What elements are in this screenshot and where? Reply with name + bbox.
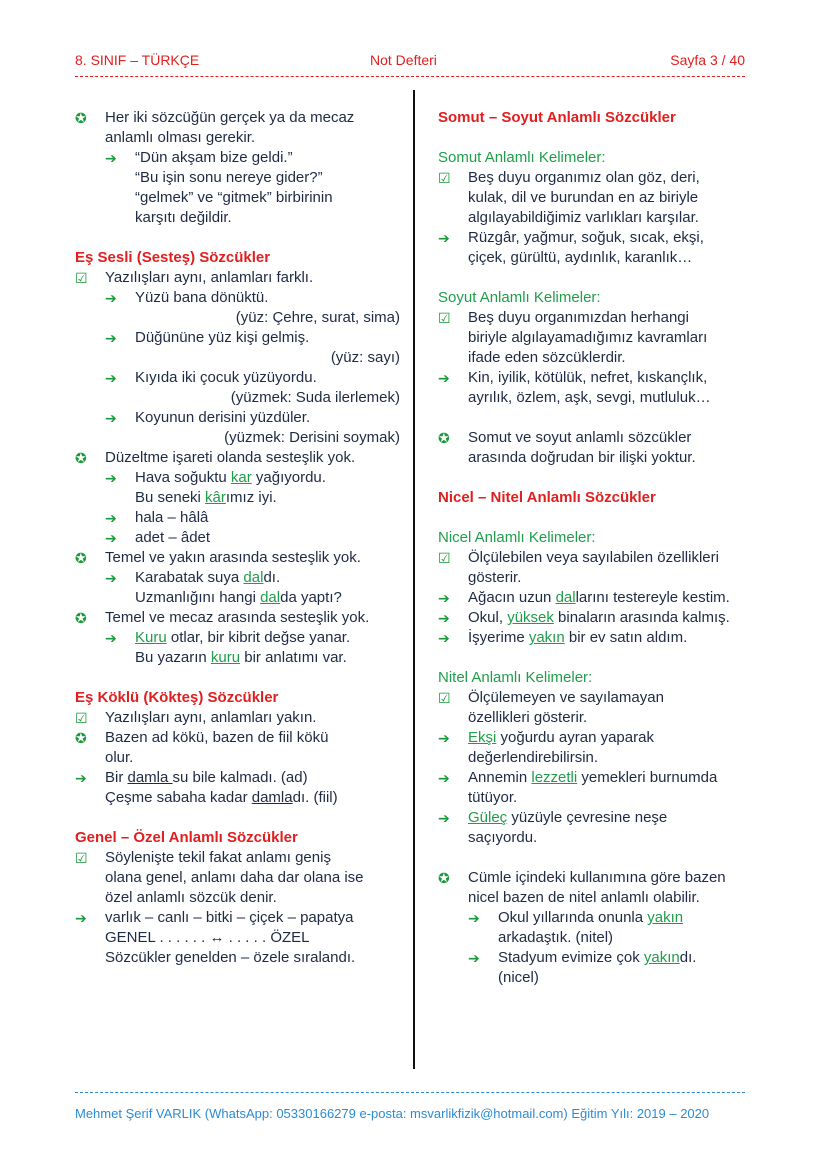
left-column (75, 108, 400, 968)
list-item: ☑ Ölçülemeyen ve sayılamayan özellikleri gösterir. (438, 689, 664, 726)
list-item: ➔ Okul, yüksek binaların arasında kalmış. (438, 609, 730, 626)
header-divider (75, 76, 745, 77)
star-bullet-icon: ✪ (75, 450, 87, 466)
arrow-bullet-icon: ➔ (438, 590, 450, 606)
list-item: ✪ Temel ve yakın arasında sesteşlik yok. (75, 549, 361, 566)
star-bullet-icon: ✪ (75, 550, 87, 566)
arrow-bullet-icon: ➔ (468, 910, 480, 926)
arrow-bullet-icon: ➔ (438, 730, 450, 746)
section-title-nicel-nitel: Nicel – Nitel Anlamlı Sözcükler (438, 489, 656, 506)
list-item: ✪ Bazen ad kökü, bazen de fiil kökü olur. (75, 729, 329, 766)
arrow-bullet-icon: ➔ (438, 610, 450, 626)
list-item: ➔ Okul yıllarında onunla yakın arkadaştık. (nitel) (468, 909, 684, 946)
list-item: ➔ adet – âdet (105, 529, 211, 546)
checkbox-bullet-icon: ☑ (75, 710, 88, 726)
star-bullet-icon: ✪ (75, 610, 87, 626)
checkbox-bullet-icon: ☑ (438, 310, 451, 326)
checkbox-bullet-icon: ☑ (438, 690, 451, 706)
star-bullet-icon: ✪ (438, 870, 450, 886)
list-item: ➔ “Dün akşam bize geldi.” “Bu işin sonu nereye gider?” “gelmek” ve “gitmek” birbirinin karşıtı değildir. (105, 149, 333, 226)
arrow-bullet-icon: ➔ (105, 510, 117, 526)
arrow-bullet-icon: ➔ (438, 370, 450, 386)
list-item: ☑ Beş duyu organımızdan herhangi biriyle algılayamadığımız kavramları ifade eden sözcüklerdir. (438, 309, 708, 366)
list-item: ➔ Rüzgâr, yağmur, soğuk, sıcak, ekşi, çiçek, gürültü, aydınlık, karanlık… (438, 229, 704, 266)
list-item: ➔ Kıyıda iki çocuk yüzüyordu. (yüzmek: Suda ilerlemek) (105, 369, 400, 406)
checkbox-bullet-icon: ☑ (75, 270, 88, 286)
list-item: ➔ Güleç yüzüyle çevresine neşe saçıyordu. (438, 809, 668, 846)
list-item: ✪ Düzeltme işareti olanda sesteşlik yok. (75, 449, 356, 466)
arrow-bullet-icon: ➔ (105, 330, 117, 346)
arrow-bullet-icon: ➔ (105, 570, 117, 586)
arrow-bullet-icon: ➔ (105, 370, 117, 386)
arrow-bullet-icon: ➔ (105, 470, 117, 486)
arrow-bullet-icon: ➔ (75, 910, 87, 926)
list-item: ✪ Her iki sözcüğün gerçek ya da mecaz anlamlı olması gerekir. (75, 109, 355, 146)
column-divider (413, 90, 415, 1069)
header-title: Not Defteri (370, 52, 437, 68)
page-header (75, 50, 745, 70)
list-item: ➔ Düğününe yüz kişi gelmiş. (yüz: sayı) (105, 329, 400, 366)
list-item: ➔ hala – hâlâ (105, 509, 209, 526)
header-page-number: Sayfa 3 / 40 (670, 52, 745, 68)
list-item: ✪ Somut ve soyut anlamlı sözcükler arasında doğrudan bir ilişki yoktur. (438, 429, 696, 466)
list-item: ➔ Karabatak suya daldı. Uzmanlığını hangi dalda yaptı? (105, 569, 342, 606)
arrow-bullet-icon: ➔ (105, 630, 117, 646)
section-title-somut-soyut: Somut – Soyut Anlamlı Sözcükler (438, 109, 676, 126)
subsection-title-nicel: Nicel Anlamlı Kelimeler: (438, 529, 596, 546)
arrow-bullet-icon: ➔ (468, 950, 480, 966)
list-item: ☑ Ölçülebilen veya sayılabilen özellikleri gösterir. (438, 549, 719, 586)
list-item: ➔ İşyerime yakın bir ev satın aldım. (438, 629, 688, 646)
section-title-es-koklu: Eş Köklü (Kökteş) Sözcükler (75, 689, 279, 706)
arrow-bullet-icon: ➔ (438, 230, 450, 246)
page-footer: Mehmet Şerif VARLIK (WhatsApp: 05330166279 e-posta: msvarlikfizik@hotmail.com) Eğitim Yılı: 2019 – 2020 (75, 1106, 710, 1121)
list-item: ➔ Kuru otlar, bir kibrit değse yanar. Bu yazarın kuru bir anlatımı var. (105, 629, 351, 666)
section-title-genel-ozel: Genel – Özel Anlamlı Sözcükler (75, 829, 298, 846)
list-item: ➔ varlık – canlı – bitki – çiçek – papatya GENEL . . . . . . ↔ . . . . . ÖZEL Sözcükler genelden – özele sıralandı. (75, 909, 356, 966)
list-item: ☑ Beş duyu organımız olan göz, deri, kulak, dil ve burundan en az biriyle algılayabildiğimiz varlıkları karşılar. (438, 169, 700, 226)
right-column (438, 108, 750, 988)
list-item: ☑ Yazılışları aynı, anlamları yakın. (75, 709, 317, 726)
list-item: ➔ Yüzü bana dönüktü. (yüz: Çehre, surat, sima) (105, 289, 400, 326)
arrow-bullet-icon: ➔ (105, 290, 117, 306)
subsection-title-nitel: Nitel Anlamlı Kelimeler: (438, 669, 593, 686)
list-item: ➔ Bir damla su bile kalmadı. (ad) Çeşme sabaha kadar damladı. (fiil) (75, 769, 338, 806)
checkbox-bullet-icon: ☑ (438, 170, 451, 186)
list-item: ☑ Söylenişte tekil fakat anlamı geniş olana genel, anlamı daha dar olana ise özel anlamlı sözcük denir. (75, 849, 364, 906)
list-item: ➔ Stadyum evimize çok yakındı. (nicel) (468, 949, 697, 986)
arrow-bullet-icon: ➔ (105, 530, 117, 546)
list-item: ➔ Ekşi yoğurdu ayran yaparak değerlendirebilirsin. (438, 729, 654, 766)
checkbox-bullet-icon: ☑ (438, 550, 451, 566)
star-bullet-icon: ✪ (75, 110, 87, 126)
list-item: ➔ Annemin lezzetli yemekleri burnumda tütüyor. (438, 769, 718, 806)
list-item: ☑ Yazılışları aynı, anlamları farklı. (75, 269, 314, 286)
list-item: ➔ Koyunun derisini yüzdüler. (yüzmek: Derisini soymak) (105, 409, 400, 446)
checkbox-bullet-icon: ☑ (75, 850, 88, 866)
list-item: ➔ Ağacın uzun dallarını testereyle kestim. (438, 589, 730, 606)
footer-divider (75, 1092, 745, 1093)
arrow-bullet-icon: ➔ (438, 770, 450, 786)
arrow-bullet-icon: ➔ (438, 630, 450, 646)
list-item: ➔ Kin, iyilik, kötülük, nefret, kıskançlık, ayrılık, özlem, aşk, sevgi, mutluluk… (438, 369, 711, 406)
star-bullet-icon: ✪ (75, 730, 87, 746)
header-subject: 8. SINIF – TÜRKÇE (75, 52, 200, 68)
list-item: ✪ Cümle içindeki kullanımına göre bazen nicel bazen de nitel anlamlı olabilir. (438, 869, 726, 906)
subsection-title-soyut: Soyut Anlamlı Kelimeler: (438, 289, 601, 306)
arrow-bullet-icon: ➔ (105, 150, 117, 166)
list-item: ➔ Hava soğuktu kar yağıyordu. Bu seneki kârımız iyi. (105, 469, 326, 506)
list-item: ✪ Temel ve mecaz arasında sesteşlik yok. (75, 609, 370, 626)
subsection-title-somut: Somut Anlamlı Kelimeler: (438, 149, 606, 166)
section-title-es-sesli: Eş Sesli (Sesteş) Sözcükler (75, 249, 271, 266)
arrow-bullet-icon: ➔ (438, 810, 450, 826)
star-bullet-icon: ✪ (438, 430, 450, 446)
arrow-bullet-icon: ➔ (105, 410, 117, 426)
arrow-bullet-icon: ➔ (75, 770, 87, 786)
